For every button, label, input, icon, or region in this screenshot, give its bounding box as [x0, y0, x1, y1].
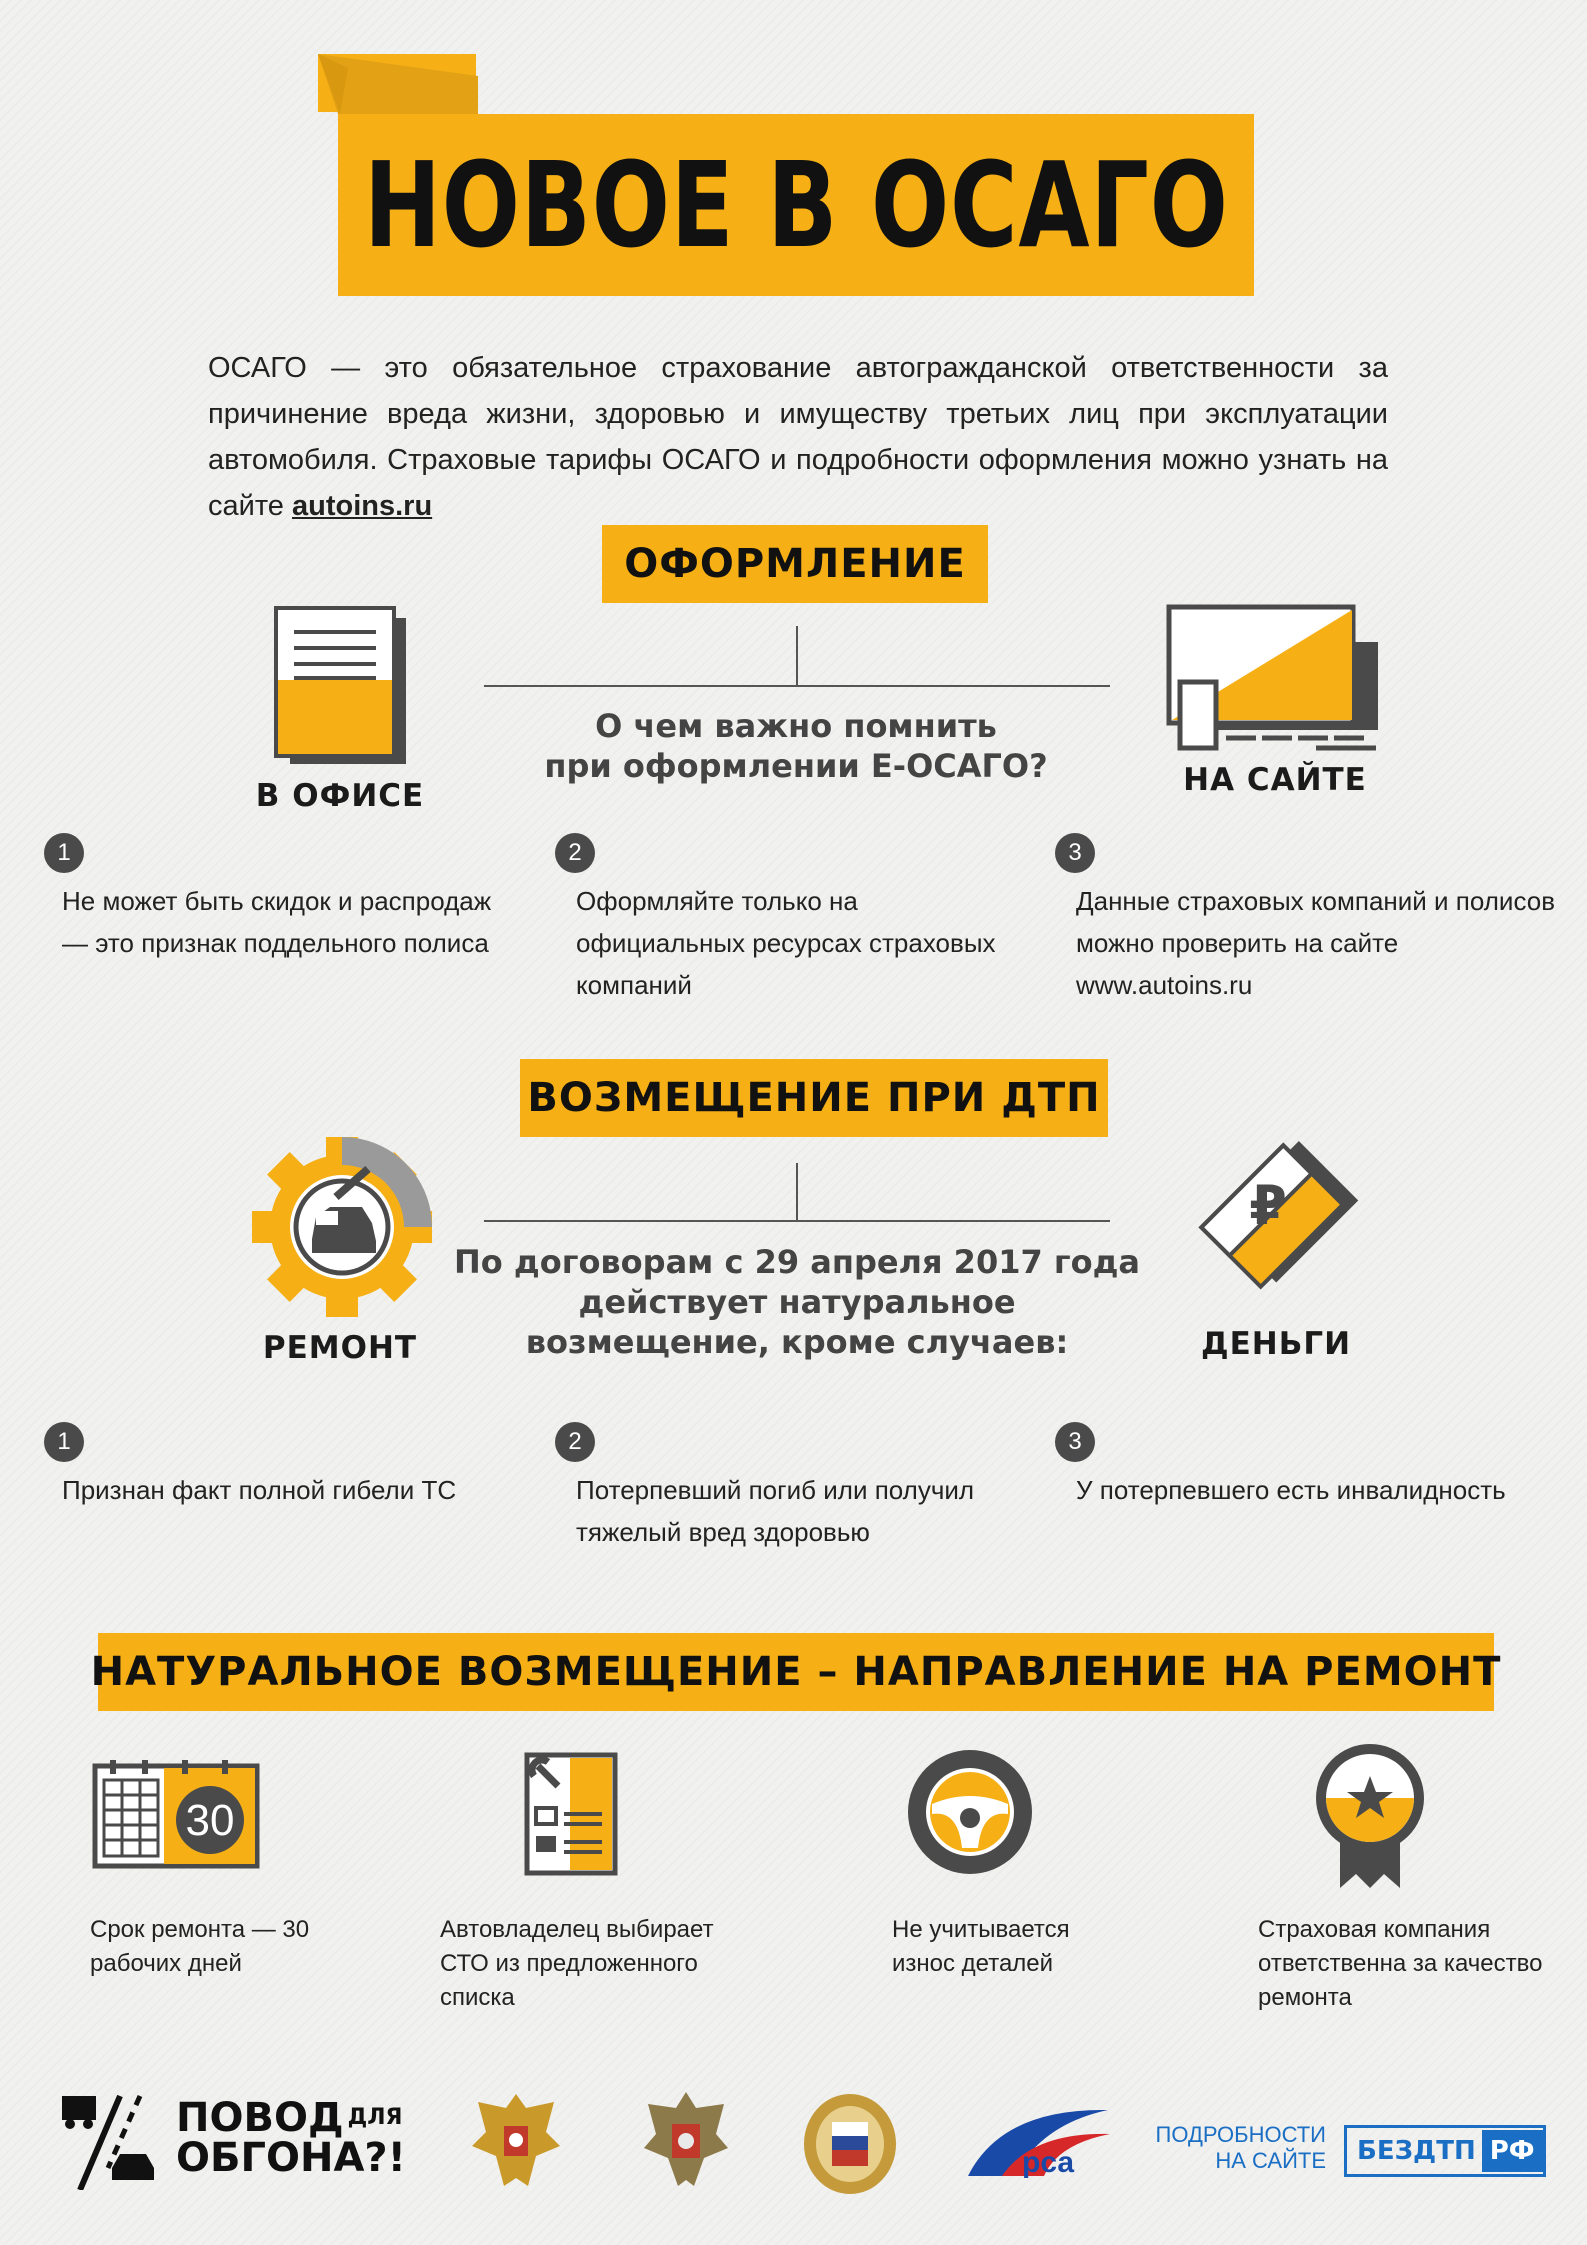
registration-item: Данные страховых компаний и полисов можно проверить на сайте www.autoins.ru — [1076, 886, 1556, 1000]
step-number: 2 — [555, 833, 595, 873]
registration-question: О чем важно помнить при оформлении Е-ОСАГО? — [544, 707, 1048, 785]
page-title: НОВОЕ В ОСАГО — [363, 136, 1229, 274]
feature-quality: Страховая компания ответственна за качество ремонта — [1258, 1916, 1543, 2011]
label-money: ДЕНЬГИ — [1200, 1326, 1352, 1362]
title-ribbon-fold — [318, 54, 478, 114]
povod-logo-text: ПОВОД $^{ДЛЯ}$ ОБГОНА?! — [176, 2095, 406, 2181]
label-website: НА САЙТЕ — [1183, 762, 1367, 798]
connector-line-horizontal — [484, 685, 1110, 687]
emblem-eagle-icon — [466, 2086, 566, 2198]
povod-logo-icon — [60, 2094, 156, 2190]
compensation-question: По договорам с 29 апреля 2017 года действует натуральное возмещение, кроме случаев: — [453, 1243, 1141, 1361]
feature-repair-term: Срок ремонта — 30 рабочих дней — [90, 1916, 310, 1977]
quality-medal-icon — [1314, 1742, 1426, 1890]
section-heading-natural: НАТУРАЛЬНОЕ ВОЗМЕЩЕНИЕ – НАПРАВЛЕНИЕ НА РЕМОНТ — [98, 1633, 1494, 1711]
step-number: 1 — [44, 833, 84, 873]
registration-item: Не может быть скидок и распродаж — это признак поддельного полиса — [62, 886, 492, 958]
calendar-icon — [92, 1760, 260, 1870]
label-repair: РЕМОНТ — [262, 1330, 418, 1366]
step-number: 1 — [44, 1422, 84, 1462]
connector-line-horizontal — [484, 1220, 1110, 1222]
step-number: 3 — [1055, 1422, 1095, 1462]
step-number: 3 — [1055, 833, 1095, 873]
autoins-link[interactable]: autoins.ru — [291, 490, 433, 522]
connector-line-vertical — [796, 1163, 798, 1221]
steering-wheel-icon — [902, 1744, 1038, 1880]
section-heading-registration: ОФОРМЛЕНИЕ — [602, 525, 988, 603]
emblem-ministry-icon — [636, 2086, 736, 2198]
compensation-item: Потерпевший погиб или получил тяжелый вред здоровью — [576, 1475, 975, 1547]
registration-item: Оформляйте только на официальных ресурсах страховых компаний — [576, 886, 996, 1000]
feature-no-wear: Не учитывается износ деталей — [892, 1916, 1070, 1977]
bezdtp-badge[interactable]: БЕЗДТП РФ — [1344, 2125, 1546, 2177]
repair-gear-icon — [250, 1135, 434, 1319]
page-title-band — [338, 114, 1254, 296]
section-heading-compensation: ВОЗМЕЩЕНИЕ ПРИ ДТП — [520, 1059, 1108, 1137]
emblem-traffic-police-icon — [798, 2086, 902, 2198]
label-office: В ОФИСЕ — [255, 778, 425, 814]
step-number: 2 — [555, 1422, 595, 1462]
feature-service-choice: Автовладелец выбирает СТО из предложенного списка — [440, 1916, 714, 2011]
intro-text: ОСАГО — это обязательное страхование автогражданской ответственности за причинение вреда жизни, здоровью и имуществу третьих лиц при эксплуатации автомобиля. Страховые тарифы ОСАГО и подробности оформления можно узнать на сайте — [208, 352, 1388, 522]
compensation-item: Признан факт полной гибели ТС — [62, 1475, 457, 1505]
svg-text:₽: ₽ — [1249, 1174, 1287, 1237]
rsa-logo-text: рса — [1022, 2146, 1075, 2179]
details-caption: ПОДРОБНОСТИ НА САЙТЕ — [1155, 2122, 1326, 2173]
calendar-number: 30 — [185, 1796, 235, 1845]
service-checklist-icon — [524, 1752, 620, 1876]
compensation-item: У потерпевшего есть инвалидность — [1076, 1475, 1506, 1505]
document-icon — [272, 606, 412, 766]
intro-paragraph — [208, 345, 1388, 529]
website-devices-icon — [1166, 604, 1382, 754]
money-icon — [1182, 1124, 1362, 1314]
connector-line-vertical — [796, 626, 798, 686]
